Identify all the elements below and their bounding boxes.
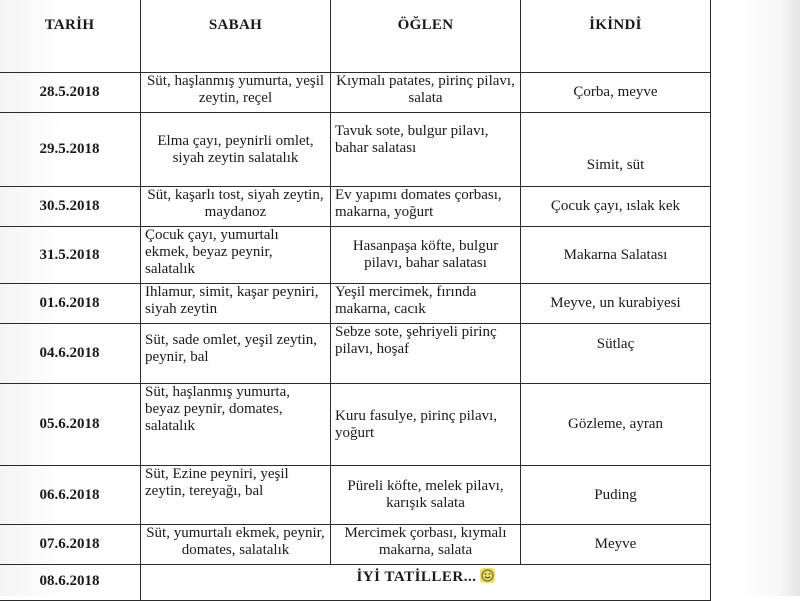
row-date: 28.5.2018: [0, 73, 141, 113]
row-lunch: Ev yapımı domates çorbası, makarna, yoğurt: [331, 187, 521, 227]
row-breakfast: Elma çayı, peynirli omlet, siyah zeytin salatalık: [141, 113, 331, 187]
row-afternoon: Makarna Salatası: [521, 227, 711, 284]
table-row-last: [0, 565, 711, 601]
row-afternoon: Çocuk çayı, ıslak kek: [521, 187, 711, 227]
row-breakfast: Çocuk çayı, yumurtalı ekmek, beyaz peynir, salatalık: [141, 227, 331, 284]
table-row: [0, 187, 711, 227]
row-date: 08.6.2018: [0, 565, 141, 601]
row-lunch: Hasanpaşa köfte, bulgur pilavı, bahar salatası: [331, 227, 521, 284]
row-lunch: Kuru fasulye, pirinç pilavı, yoğurt: [331, 384, 521, 466]
row-breakfast: Ihlamur, simit, kaşar peyniri, siyah zeytin: [141, 284, 331, 324]
row-date: 01.6.2018: [0, 284, 141, 324]
smiley-face-icon: [480, 568, 495, 583]
table-row: [0, 525, 711, 565]
row-lunch: Kıymalı patates, pirinç pilavı, salata: [331, 73, 521, 113]
row-breakfast: Süt, yumurtalı ekmek, peynir, domates, salatalık: [141, 525, 331, 565]
row-breakfast: Süt, kaşarlı tost, siyah zeytin, maydanoz: [141, 187, 331, 227]
row-afternoon: Çorba, meyve: [521, 73, 711, 113]
row-afternoon: Gözleme, ayran: [521, 384, 711, 466]
row-lunch: Yeşil mercimek, fırında makarna, cacık: [331, 284, 521, 324]
row-date: 30.5.2018: [0, 187, 141, 227]
table-row: [0, 284, 711, 324]
holiday-message-cell: [141, 565, 711, 601]
header-row: [0, 0, 711, 73]
row-date: 07.6.2018: [0, 525, 141, 565]
row-afternoon: Simit, süt: [521, 113, 711, 187]
table-row: [0, 113, 711, 187]
row-lunch: Püreli köfte, melek pilavı, karışık salata: [331, 466, 521, 525]
row-lunch: Mercimek çorbası, kıymalı makarna, salata: [331, 525, 521, 565]
row-afternoon: Sütlaç: [521, 324, 711, 384]
table-row: [0, 227, 711, 284]
row-breakfast: Süt, haşlanmış yumurta, beyaz peynir, domates, salatalık: [141, 384, 331, 466]
header-date: TARİH: [0, 0, 141, 73]
holiday-message: İYİ TATİLLER...: [356, 569, 477, 585]
table-row: [0, 384, 711, 466]
row-breakfast: Süt, sade omlet, yeşil zeytin, peynir, bal: [141, 324, 331, 384]
header-breakfast: SABAH: [141, 0, 331, 73]
row-breakfast: Süt, Ezine peyniri, yeşil zeytin, tereyağı, bal: [141, 466, 331, 525]
row-date: 31.5.2018: [0, 227, 141, 284]
row-breakfast: Süt, haşlanmış yumurta, yeşil zeytin, reçel: [141, 73, 331, 113]
header-afternoon: İKİNDİ: [521, 0, 711, 73]
page-edge-shadow: [780, 0, 800, 596]
table-row: [0, 324, 711, 384]
row-date: 05.6.2018: [0, 384, 141, 466]
row-afternoon: Meyve, un kurabiyesi: [521, 284, 711, 324]
row-date: 29.5.2018: [0, 113, 141, 187]
row-afternoon: Puding: [521, 466, 711, 525]
table-row: [0, 466, 711, 525]
table-row: [0, 73, 711, 113]
row-date: 06.6.2018: [0, 466, 141, 525]
row-afternoon: Meyve: [521, 525, 711, 565]
row-date: 04.6.2018: [0, 324, 141, 384]
header-lunch: ÖĞLEN: [331, 0, 521, 73]
row-lunch: Sebze sote, şehriyeli pirinç pilavı, hoşaf: [331, 324, 521, 384]
row-lunch: Tavuk sote, bulgur pilavı, bahar salatası: [331, 113, 521, 187]
